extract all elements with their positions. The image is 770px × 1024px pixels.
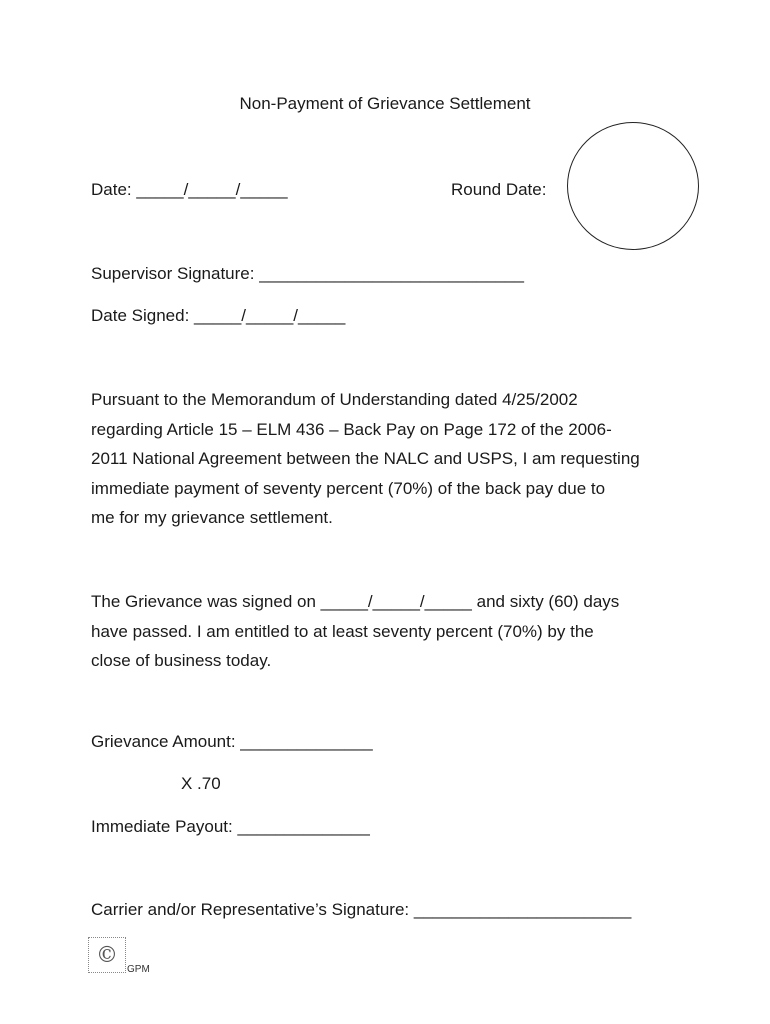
paragraph-line: me for my grievance settlement.: [91, 508, 333, 527]
memorandum-paragraph: [91, 385, 691, 533]
date-signed-line: Date Signed: _____/_____/_____: [91, 306, 346, 325]
paragraph-line: close of business today.: [91, 651, 272, 670]
paragraph-line: immediate payment of seventy percent (70%) of the back pay due to: [91, 478, 606, 498]
paragraph-line: regarding Article 15 – ELM 436 – Back Pay on Page 172 of the 2006-: [91, 419, 612, 439]
date-line: Date: _____/_____/_____: [91, 180, 288, 199]
paragraph-line: Pursuant to the Memorandum of Understanding dated 4/25/2002: [91, 390, 578, 409]
copyright-text: GPM: [127, 964, 150, 975]
multiplier-line: X .70: [181, 774, 221, 793]
round-date-stamp-circle: [567, 122, 699, 250]
immediate-payout-line: Immediate Payout: ______________: [91, 817, 370, 836]
grievance-amount-line: Grievance Amount: ______________: [91, 732, 373, 751]
supervisor-signature-line: Supervisor Signature: ____________________________: [91, 264, 524, 283]
grievance-signed-paragraph: [91, 587, 691, 676]
paragraph-line: The Grievance was signed on _____/_____/_____ and sixty (60) days: [91, 592, 620, 611]
carrier-signature-line: Carrier and/or Representative’s Signature: _______________________: [91, 900, 632, 919]
form-title: Non-Payment of Grievance Settlement: [239, 94, 531, 113]
round-date-label: Round Date:: [451, 180, 547, 199]
paragraph-line: have passed. I am entitled to at least seventy percent (70%) by the: [91, 621, 594, 641]
paragraph-line: 2011 National Agreement between the NALC and USPS, I am requesting: [91, 449, 640, 468]
copyright-icon: ©: [88, 937, 126, 973]
